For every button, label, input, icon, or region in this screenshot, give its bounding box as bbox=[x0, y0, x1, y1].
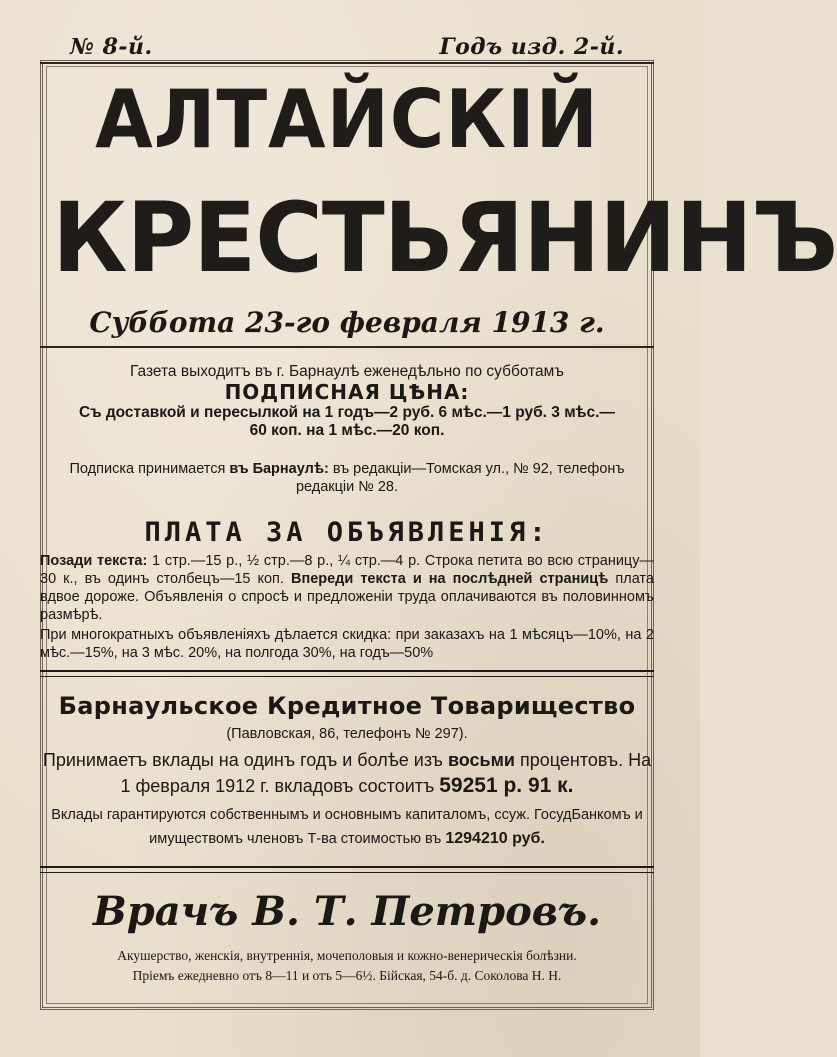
office-text-bold: въ Барнаулѣ: bbox=[229, 461, 329, 477]
bank-text-bold: восьми bbox=[447, 750, 515, 770]
doctor-specialties: Акушерство, женскiя, внутреннiя, мочеполовыя и кожно-венерическiя болѣзни. bbox=[117, 948, 577, 963]
issue-number: № 8-й. bbox=[70, 34, 153, 60]
office-text-post: въ редакцiи—Томская ул., № 92, телефонъ редакцiи № 28. bbox=[295, 461, 625, 495]
bank-guarantee bbox=[40, 804, 654, 851]
issue-date: Суббота 23-го февраля 1913 г. bbox=[89, 306, 605, 339]
masthead-rule bbox=[40, 346, 654, 348]
doctor-title: Врачъ В. Т. Петровъ. bbox=[92, 888, 602, 935]
bank-deposits bbox=[40, 748, 654, 799]
ads-front-text: плата вдвое дороже. Объявленiя о спросѣ и предложенiи труда оплачиваются въ половинномъ размѣрѣ. bbox=[40, 571, 654, 623]
price-line-2: 60 коп. на 1 мѣс.—20 коп. bbox=[249, 422, 445, 439]
ads-bottom-rule bbox=[40, 670, 654, 677]
bank-bottom-rule bbox=[40, 866, 654, 873]
masthead-line2: КРЕСТЬЯНИНЪ bbox=[52, 182, 837, 294]
bank-deposit-amount: 59251 р. 91 к. bbox=[439, 774, 574, 797]
doctor-info bbox=[40, 946, 654, 986]
ads-discount: При многократныхъ объявленiяхъ дѣлается скидка: при заказахъ на 1 мѣсяцъ—10%, на 2 мѣс.—15%, на 3 мѣс. 20%, на полгода 30%, на годъ—50% bbox=[40, 627, 654, 661]
bank-guarantee-text: Вклады гарантируются собственнымъ и основнымъ капиталомъ, ссуж. ГосудБанкомъ и имуществомъ членовъ Т-ва стоимостью въ bbox=[51, 807, 643, 847]
doctor-hours: Прiемъ ежедневно отъ 8—11 и отъ 5—6½. Бiйская, 54-б. д. Соколова Н. Н. bbox=[132, 968, 562, 983]
top-rule bbox=[40, 62, 654, 64]
bank-text-mid: процентовъ. На 1 февраля 1912 г. вкладовъ состоитъ bbox=[120, 750, 652, 796]
ads-heading: ПЛАТА ЗА ОБЪЯВЛЕНIЯ: bbox=[144, 517, 550, 548]
subscription-heading: ПОДПИСНАЯ ЦѢНА: bbox=[224, 380, 470, 404]
bank-property-amount: 1294210 руб. bbox=[445, 830, 545, 847]
ads-behind-label: Позади текста: bbox=[40, 553, 148, 569]
subscription-office bbox=[40, 460, 654, 496]
price-line-1: Съ доставкой и пересылкой на 1 годъ—2 руб. 6 мѣс.—1 руб. 3 мѣс.— bbox=[79, 404, 615, 421]
publication-intro: Газета выходитъ въ г. Барнаулѣ еженедѣльно по субботамъ bbox=[130, 363, 564, 380]
publication-year: Годъ изд. 2-й. bbox=[439, 34, 624, 60]
ads-rates bbox=[40, 552, 654, 662]
top-bar bbox=[40, 28, 654, 60]
masthead-line1: АЛТАЙСКIЙ bbox=[95, 73, 599, 166]
ads-front-label: Впереди текста и на послѣдней страницѣ bbox=[290, 571, 609, 587]
subscription-block bbox=[40, 362, 654, 440]
office-text-pre: Подписка принимается bbox=[69, 461, 230, 477]
bank-address: (Павловская, 86, телефонъ № 297). bbox=[226, 726, 468, 742]
bank-text-pre: Принимаетъ вклады на одинъ годъ и болѣе изъ bbox=[42, 750, 448, 770]
ads-behind-text: 1 стр.—15 р., ½ стр.—8 р., ¼ стр.—4 р. Строка петита во всю страницу—30 к., въ одинъ столбецъ—15 коп. bbox=[40, 553, 654, 587]
bank-title: Барнаульское Кредитное Товарищество bbox=[58, 692, 636, 720]
